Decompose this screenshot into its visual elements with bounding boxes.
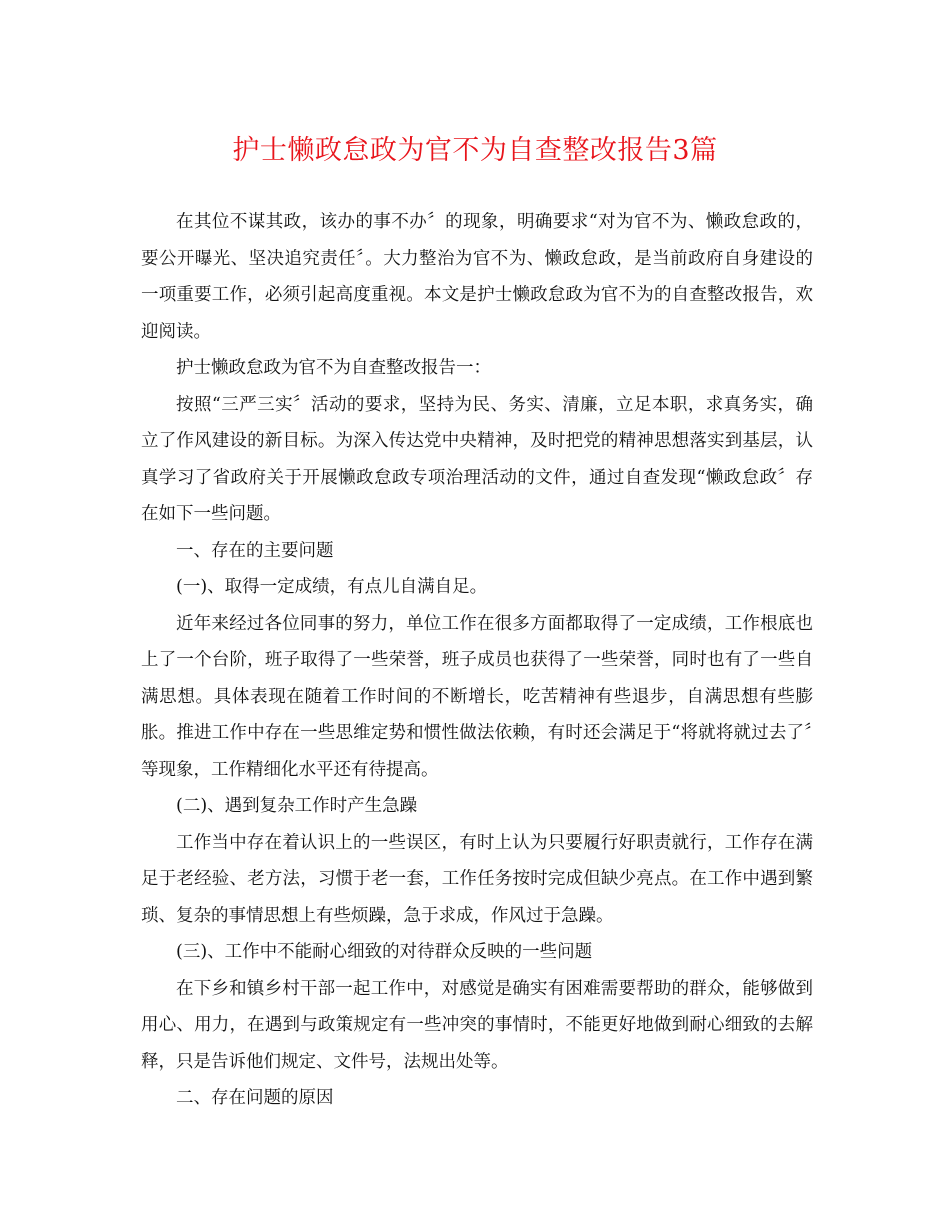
document-title: 护士懒政怠政为官不为自查整改报告3篇 [232, 135, 718, 166]
section-heading-main-problems: 一、存在的主要问题 [176, 540, 334, 561]
subsection-heading-2: (二)、遇到复杂工作时产生急躁 [176, 796, 418, 816]
subsection-heading-1: (一)、取得一定成绩，有点儿自满自足。 [176, 577, 488, 597]
section-heading-causes: 二、存在问题的原因 [176, 1088, 334, 1108]
intro-paragraph: 在其位不谋其政，该办的事不办〞的现象，明确要求“对为官不为、懒政怠政的，要公开曝光、坚决追究责任〞。大力整治为官不为、懒政怠政，是当前政府自身建设的一项重要工作，必须引起高度重视。本文是护士懒政怠政为官不为的自查整改报告，欢迎阅读。 [141, 212, 813, 342]
subsection-heading-3: (三)、工作中不能耐心细致的对待群众反映的一些问题 [176, 942, 593, 962]
subsection-1-paragraph: 近年来经过各位同事的努力，单位工作在很多方面都取得了一定成绩，工作根底也上了一个台阶，班子取得了一些荣誉，班子成员也获得了一些荣誉，同时也有了一些自满思想。具体表现在随着工作时间的不断增长，吃苦精神有些退步，自满思想有些膨胀。推进工作中存在一些思维定势和惯性做法依赖，有时还会满足于“将就将就过去了〞等现象，工作精细化水平还有待提高。 [141, 613, 813, 780]
document-body [141, 204, 813, 1117]
report-one-intro-paragraph: 按照“三严三实〞活动的要求，坚持为民、务实、清廉，立足本职，求真务实，确立了作风建设的新目标。为深入传达党中央精神，及时把党的精神思想落实到基层，认真学习了省政府关于开展懒政怠政专项治理活动的文件，通过自查发现“懒政怠政〞存在如下一些问题。 [141, 394, 813, 524]
report-one-heading: 护士懒政怠政为官不为自查整改报告一： [176, 358, 491, 378]
subsection-2-paragraph: 工作当中存在着认识上的一些误区，有时上认为只要履行好职责就行，工作存在满足于老经验、老方法，习惯于老一套，工作任务按时完成但缺少亮点。在工作中遇到繁琐、复杂的事情思想上有些烦躁，急于求成，作风过于急躁。 [141, 832, 813, 926]
subsection-3-paragraph: 在下乡和镇乡村干部一起工作中，对感觉是确实有困难需要帮助的群众，能够做到用心、用力，在遇到与政策规定有一些冲突的事情时，不能更好地做到耐心细致的去解释，只是告诉他们规定、文件号，法规出处等。 [141, 978, 813, 1072]
